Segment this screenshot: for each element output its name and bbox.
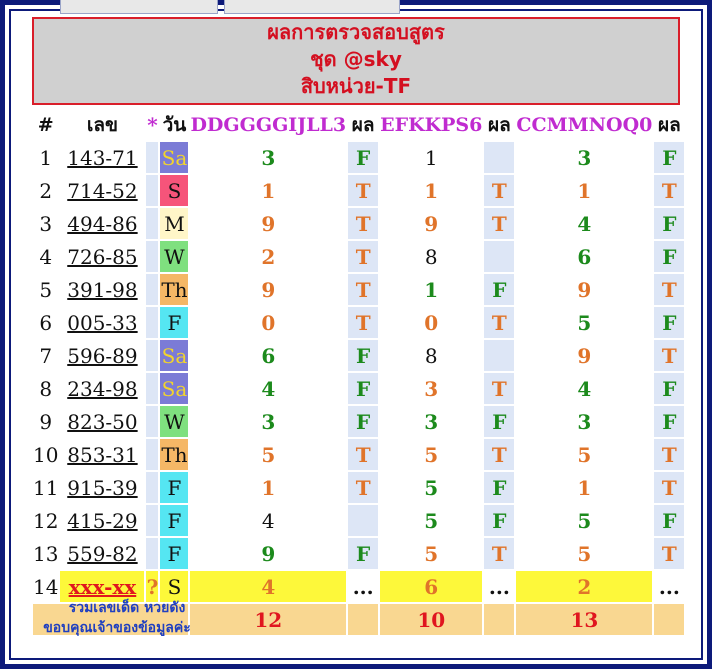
row-day: S xyxy=(160,175,188,206)
row-number-link[interactable]: 559-82 xyxy=(60,538,144,569)
row-result-3: T xyxy=(654,175,684,206)
row-formula-2: 3 xyxy=(380,406,482,437)
col-header-formula-3: CCMMNOQ0 xyxy=(516,109,652,140)
row-number-link[interactable]: 915-39 xyxy=(60,472,144,503)
row-day: F xyxy=(160,472,188,503)
row-formula-2: 8 xyxy=(380,340,482,371)
row-result-2: T xyxy=(484,538,514,569)
col-header-number: เลข xyxy=(60,109,144,140)
title-line-2: ชุด @sky xyxy=(310,47,402,71)
table-row xyxy=(33,373,684,404)
row-result-2: T xyxy=(484,208,514,239)
row-formula-2: 5 xyxy=(380,505,482,536)
row-formula-2: 8 xyxy=(380,241,482,272)
pending-formula-3: 2 xyxy=(516,571,652,602)
col-header-result-1: ผล xyxy=(348,109,378,140)
col-header-formula-2: EFKKPS6 xyxy=(380,109,482,140)
row-marker-cell xyxy=(146,307,158,338)
row-marker-cell xyxy=(146,340,158,371)
row-number-link[interactable]: 596-89 xyxy=(60,340,144,371)
row-formula-3: 1 xyxy=(516,472,652,503)
row-marker-cell xyxy=(146,472,158,503)
row-index: 8 xyxy=(33,373,58,404)
row-formula-1: 9 xyxy=(190,274,346,305)
row-formula-3: 5 xyxy=(516,439,652,470)
row-formula-1: 0 xyxy=(190,307,346,338)
row-result-3: F xyxy=(654,241,684,272)
top-tab-left[interactable] xyxy=(60,0,218,14)
row-formula-2: 3 xyxy=(380,373,482,404)
row-result-1 xyxy=(348,505,378,536)
total-formula-2: 10 xyxy=(380,604,482,635)
col-header-day: วัน xyxy=(160,109,188,140)
row-formula-2: 1 xyxy=(380,274,482,305)
row-formula-3: 4 xyxy=(516,373,652,404)
row-formula-3: 9 xyxy=(516,274,652,305)
row-formula-1: 2 xyxy=(190,241,346,272)
table-row xyxy=(33,175,684,206)
row-formula-3: 6 xyxy=(516,241,652,272)
row-result-2: T xyxy=(484,373,514,404)
row-result-2 xyxy=(484,241,514,272)
row-formula-3: 4 xyxy=(516,208,652,239)
row-number-link[interactable]: 714-52 xyxy=(60,175,144,206)
pending-formula-2: 6 xyxy=(380,571,482,602)
row-index: 10 xyxy=(33,439,58,470)
row-result-3: T xyxy=(654,538,684,569)
row-day: F xyxy=(160,505,188,536)
table-row xyxy=(33,406,684,437)
pending-question-mark: ? xyxy=(146,571,158,602)
title-line-3: สิบหน่วย-TF xyxy=(300,74,412,98)
row-result-2: T xyxy=(484,307,514,338)
row-day: F xyxy=(160,307,188,338)
row-number-link[interactable]: 853-31 xyxy=(60,439,144,470)
row-day: Sa xyxy=(160,373,188,404)
row-formula-2: 5 xyxy=(380,439,482,470)
pending-result-3: ... xyxy=(654,571,684,602)
row-result-1: T xyxy=(348,307,378,338)
row-formula-1: 9 xyxy=(190,208,346,239)
row-marker-cell xyxy=(146,505,158,536)
row-formula-1: 1 xyxy=(190,175,346,206)
row-day: Th xyxy=(160,274,188,305)
row-result-3: F xyxy=(654,142,684,173)
pending-result-2: ... xyxy=(484,571,514,602)
pending-formula-1: 4 xyxy=(190,571,346,602)
row-result-1: F xyxy=(348,406,378,437)
row-index: 4 xyxy=(33,241,58,272)
total-blank-2 xyxy=(484,604,514,635)
table-row xyxy=(33,142,684,173)
row-result-2: F xyxy=(484,472,514,503)
row-result-3: T xyxy=(654,472,684,503)
table-row xyxy=(33,538,684,569)
row-result-1: T xyxy=(348,241,378,272)
table-row xyxy=(33,208,684,239)
row-number-link[interactable]: 823-50 xyxy=(60,406,144,437)
row-number-link[interactable]: 391-98 xyxy=(60,274,144,305)
row-result-1: T xyxy=(348,439,378,470)
row-result-1: T xyxy=(348,208,378,239)
col-header-index: # xyxy=(33,109,58,140)
row-index: 6 xyxy=(33,307,58,338)
col-header-result-3: ผล xyxy=(654,109,684,140)
row-day: F xyxy=(160,538,188,569)
row-marker-cell xyxy=(146,373,158,404)
row-result-1: T xyxy=(348,472,378,503)
row-formula-1: 4 xyxy=(190,373,346,404)
pending-index: 14 xyxy=(33,571,58,602)
credit-note xyxy=(22,598,212,638)
row-formula-2: 0 xyxy=(380,307,482,338)
row-formula-1: 1 xyxy=(190,472,346,503)
row-result-3: T xyxy=(654,439,684,470)
row-index: 13 xyxy=(33,538,58,569)
results-table xyxy=(31,107,686,637)
title-panel xyxy=(32,17,680,105)
row-index: 11 xyxy=(33,472,58,503)
row-day: Th xyxy=(160,439,188,470)
row-day: Sa xyxy=(160,142,188,173)
row-result-2: F xyxy=(484,274,514,305)
row-formula-3: 5 xyxy=(516,307,652,338)
row-index: 5 xyxy=(33,274,58,305)
row-result-2: F xyxy=(484,505,514,536)
row-formula-3: 3 xyxy=(516,406,652,437)
row-number-link[interactable]: 494-86 xyxy=(60,208,144,239)
table-row xyxy=(33,241,684,272)
title-line-1: ผลการตรวจสอบสูตร xyxy=(267,20,445,44)
total-formula-1: 12 xyxy=(190,604,346,635)
row-result-3: F xyxy=(654,505,684,536)
total-blank-1 xyxy=(348,604,378,635)
row-result-3: F xyxy=(654,307,684,338)
row-result-3: F xyxy=(654,373,684,404)
row-marker-cell xyxy=(146,439,158,470)
row-result-2: T xyxy=(484,175,514,206)
row-formula-3: 5 xyxy=(516,505,652,536)
row-result-3: T xyxy=(654,340,684,371)
row-formula-2: 1 xyxy=(380,142,482,173)
row-marker-cell xyxy=(146,538,158,569)
total-blank-3 xyxy=(654,604,684,635)
row-result-1: F xyxy=(348,340,378,371)
col-header-result-2: ผล xyxy=(484,109,514,140)
row-index: 1 xyxy=(33,142,58,173)
row-marker-cell xyxy=(146,142,158,173)
row-formula-1: 3 xyxy=(190,406,346,437)
row-marker-cell xyxy=(146,274,158,305)
row-formula-3: 3 xyxy=(516,142,652,173)
row-marker-cell xyxy=(146,175,158,206)
row-formula-1: 9 xyxy=(190,538,346,569)
row-index: 7 xyxy=(33,340,58,371)
row-day: W xyxy=(160,406,188,437)
row-marker-cell xyxy=(146,208,158,239)
row-formula-3: 1 xyxy=(516,175,652,206)
table-header-row xyxy=(33,109,684,140)
total-formula-3: 13 xyxy=(516,604,652,635)
top-tab-right[interactable] xyxy=(224,0,400,14)
row-day: Sa xyxy=(160,340,188,371)
row-number-link[interactable]: 726-85 xyxy=(60,241,144,272)
table-row xyxy=(33,439,684,470)
row-formula-1: 5 xyxy=(190,439,346,470)
row-formula-1: 4 xyxy=(190,505,346,536)
table-row xyxy=(33,307,684,338)
row-result-2 xyxy=(484,340,514,371)
row-index: 12 xyxy=(33,505,58,536)
table-row xyxy=(33,274,684,305)
pending-result-1: ... xyxy=(348,571,378,602)
table-row xyxy=(33,505,684,536)
col-header-star: * xyxy=(146,109,158,140)
row-marker-cell xyxy=(146,406,158,437)
table-row xyxy=(33,340,684,371)
row-formula-3: 5 xyxy=(516,538,652,569)
row-result-2 xyxy=(484,142,514,173)
row-number-link[interactable]: 234-98 xyxy=(60,373,144,404)
pending-day: S xyxy=(160,571,188,602)
row-formula-2: 9 xyxy=(380,208,482,239)
pending-number-link[interactable]: xxx-xx xyxy=(60,571,144,602)
row-index: 9 xyxy=(33,406,58,437)
credit-line-2: ขอบคุณเจ้าของข้อมูลค่ะ xyxy=(43,620,191,636)
row-result-2: F xyxy=(484,406,514,437)
row-result-1: F xyxy=(348,538,378,569)
row-result-1: F xyxy=(348,142,378,173)
row-formula-1: 6 xyxy=(190,340,346,371)
table-row xyxy=(33,472,684,503)
row-result-3: T xyxy=(654,274,684,305)
col-header-formula-1: DDGGGGIJLL3 xyxy=(190,109,346,140)
row-result-3: F xyxy=(654,406,684,437)
row-number-link[interactable]: 005-33 xyxy=(60,307,144,338)
row-number-link[interactable]: 415-29 xyxy=(60,505,144,536)
row-result-1: F xyxy=(348,373,378,404)
row-result-1: T xyxy=(348,274,378,305)
credit-line-1: รวมเลขเด็ด หวยดัง xyxy=(68,600,186,616)
row-formula-2: 5 xyxy=(380,538,482,569)
row-formula-2: 5 xyxy=(380,472,482,503)
row-number-link[interactable]: 143-71 xyxy=(60,142,144,173)
row-index: 3 xyxy=(33,208,58,239)
row-formula-1: 3 xyxy=(190,142,346,173)
row-day: W xyxy=(160,241,188,272)
row-result-3: F xyxy=(654,208,684,239)
row-formula-3: 9 xyxy=(516,340,652,371)
row-index: 2 xyxy=(33,175,58,206)
row-formula-2: 1 xyxy=(380,175,482,206)
row-day: M xyxy=(160,208,188,239)
row-marker-cell xyxy=(146,241,158,272)
row-result-1: T xyxy=(348,175,378,206)
row-result-2: T xyxy=(484,439,514,470)
